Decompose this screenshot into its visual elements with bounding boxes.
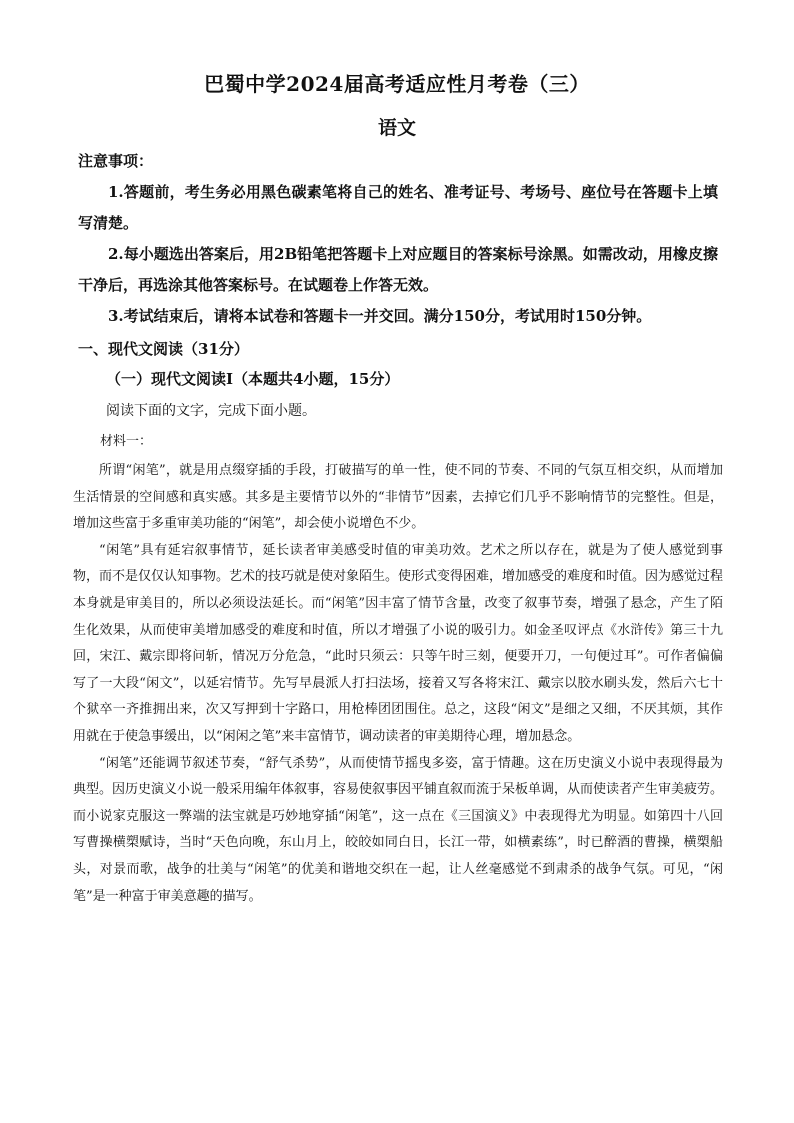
material-body (73, 458, 723, 910)
reading-instruction: 阅读下面的文字，完成下面小题。 (106, 403, 316, 419)
notice-item: 3.考试结束后，请将本试卷和答题卡一并交回。满分150分，考试用时150分钟。 (108, 307, 652, 325)
notice-item: 2.每小题选出答案后，用2B铅笔把答题卡上对应题目的答案标号涂黑。如需改动，用橡皮擦干净后，再选涂其他答案标号。在试题卷上作答无效。 (78, 245, 718, 294)
notice-heading: 注意事项： (78, 152, 154, 170)
body-paragraph: “闲笔”还能调节叙述节奏，“舒气杀势”，从而使情节摇曳多姿，富于情趣。这在历史演义小说中表现得最为典型。因历史演义小说一般采用编年体叙事，容易使叙事因平铺直叙而流于呆板单调，从而使读者产生审美疲劳。而小说家克服这一弊端的法宝就是巧妙地穿插“闲笔”，这一点在《三国演义》中表现得尤为明显。如第四十八回写曹操横槊赋诗，当时“天色向晚，东山月上，皎皎如同白日，长江一带，如横素练”，时已醉酒的曹操，横槊船头，对景而歌，战争的壮美与“闲笔”的优美和谐地交织在一起，让人丝毫感觉不到肃杀的战争气氛。可见，“闲笔”是一种富于审美意趣的描写。 (73, 755, 724, 904)
subsection-title: （一）现代文阅读Ⅰ（本题共4小题，15分） (106, 370, 400, 388)
section-title: 一、现代文阅读（31分） (78, 340, 249, 358)
subject-title: 语文 (377, 117, 416, 139)
notice-list (78, 177, 718, 332)
exam-title: 巴蜀中学2024届高考适应性月考卷（三） (204, 72, 590, 96)
notice-item: 1.答题前，考生务必用黑色碳素笔将自己的姓名、准考证号、考场号、座位号在答题卡上填写清楚。 (78, 183, 718, 232)
body-paragraph: 所谓“闲笔”，就是用点缀穿插的手段，打破描写的单一性，使不同的节奏、不同的气氛互相交织，从而增加生活情景的空间感和真实感。其多是主要情节以外的“非情节”因素，去掉它们几乎不影响情节的完整性。但是，增加这些富于多重审美功能的“闲笔”，却会使小说增色不少。 (73, 463, 723, 532)
body-paragraph: “闲笔”具有延宕叙事情节，延长读者审美感受时值的审美功效。艺术之所以存在，就是为了使人感觉到事物，而不是仅仅认知事物。艺术的技巧就是使对象陌生。使形式变得困难，增加感受的难度和时值。因为感觉过程本身就是审美目的，所以必须设法延长。而“闲笔”因丰富了情节含量，改变了叙事节奏，增强了悬念，产生了陌生化效果，从而使审美增加感受的难度和时值，所以才增强了小说的吸引力。如金圣叹评点《水浒传》第三十九回，宋江、戴宗即将问斩，情况万分危急，“此时只须云：只等午时三刻，便要开刀，一句便过耳”。可作者偏偏写了一大段“闲文”，以延宕情节。先写早晨派人打扫法场，接着又写各将宋江、戴宗以胶水刷头发，然后六七十个狱卒一齐推拥出来，次又写押到十字路口，用枪棒团团围住。总之，这段“闲文”是细之又细，不厌其烦，其作用就在于使急事缓出，以“闲闲之笔”来丰富情节，调动读者的审美期待心理，增加悬念。 (73, 542, 724, 744)
material-label: 材料一： (100, 434, 153, 449)
